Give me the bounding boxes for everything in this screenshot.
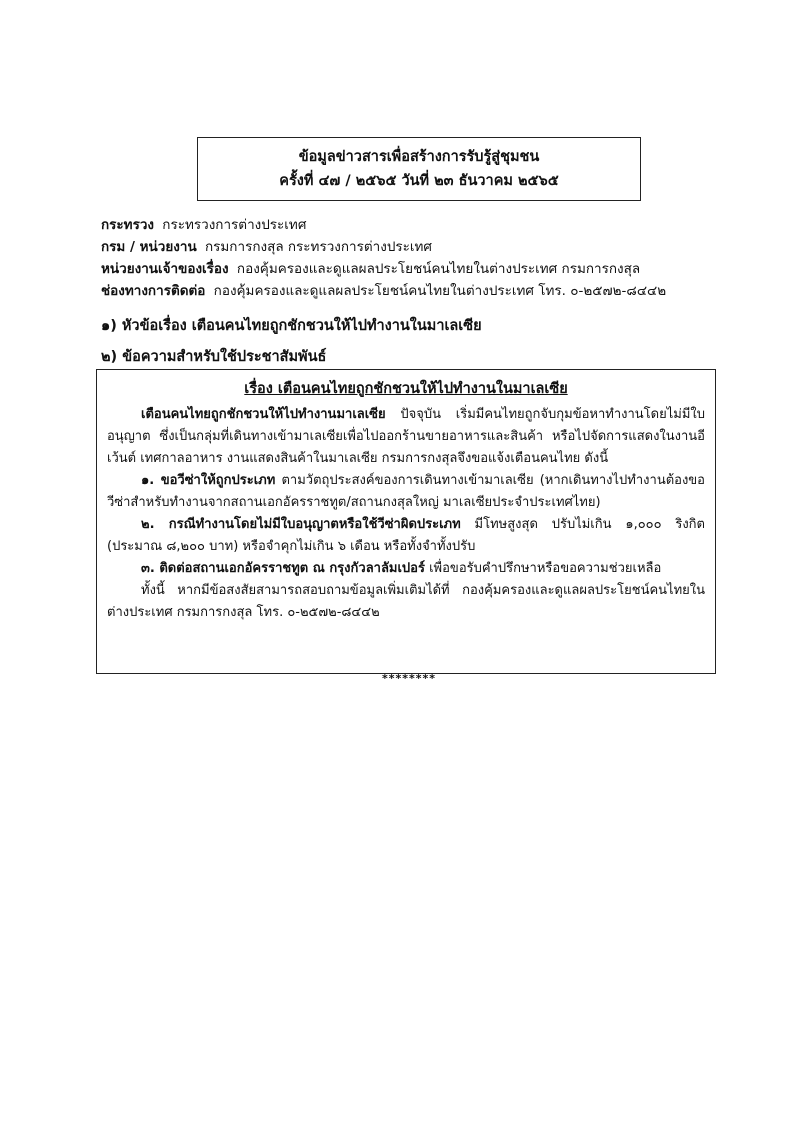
meta-label: กรม / หน่วยงาน xyxy=(101,239,197,255)
meta-row-contact xyxy=(101,283,721,305)
item-3-bold: ๓. ติดต่อสถานเอกอัครราชทูต ณ กรุงกัวลาลัมเปอร์ xyxy=(141,561,425,576)
item-2-text: มีโทษสูงสุด ปรับไม่เกิน ๑,๐๐๐ ริงกิต (ประมาณ ๘,๒๐๐ บาท) หรือจำคุกไม่เกิน ๖ เดือน หรือทั้งจำทั้งปรับ xyxy=(107,517,705,554)
meta-label: ช่องทางการติดต่อ xyxy=(101,283,206,299)
end-mark: ******** xyxy=(382,672,437,685)
meta-row-department xyxy=(101,239,721,261)
meta-value: กองคุ้มครองและดูแลผลประโยชน์คนไทยในต่างประเทศ โทร. ๐-๒๕๗๒-๘๔๔๒ xyxy=(213,283,667,299)
section-topic: ๑) หัวข้อเรื่อง เตือนคนไทยถูกชักชวนให้ไปทำงานในมาเลเซีย xyxy=(101,318,482,334)
item-1-text: ตามวัตถุประสงค์ของการเดินทางเข้ามาเลเซีย (หากเดินทางไปทำงานต้องขอวีซ่าสำหรับทำงานจากสถานเอกอัครราชทูต/สถานกงสุลใหญ่ มาเลเซียประจำประเทศไทย) xyxy=(107,473,705,510)
meta-label: หน่วยงานเจ้าของเรื่อง xyxy=(101,261,229,277)
section-pr-message: ๒) ข้อความสำหรับใช้ประชาสัมพันธ์ xyxy=(101,349,327,365)
message-intro xyxy=(107,404,705,470)
header-issue-date: ครั้งที่ ๔๗ / ๒๕๖๕ วันที่ ๒๓ ธันวาคม ๒๕๖๕ xyxy=(279,173,559,190)
item-3-text: เพื่อขอรับคำปรึกษาหรือขอความช่วยเหลือ xyxy=(424,561,662,576)
message-item-1 xyxy=(107,470,705,514)
item-2-bold: ๒. กรณีทำงานโดยไม่มีใบอนุญาตหรือใช้วีซ่าผิดประเภท xyxy=(141,517,461,532)
message-closing: ทั้งนี้ หากมีข้อสงสัยสามารถสอบถามข้อมูลเพิ่มเติมได้ที่ กองคุ้มครองและดูแลผลประโยชน์คนไทยในต่างประเทศ กรมการกงสุล โทร. ๐-๒๕๗๒-๘๔๔๒ xyxy=(107,583,705,620)
header-title: ข้อมูลข่าวสารเพื่อสร้างการรับรู้สู่ชุมชน xyxy=(298,149,540,165)
header-box xyxy=(197,137,641,201)
meta-label: กระทรวง xyxy=(101,217,154,233)
meta-row-ministry xyxy=(101,217,721,239)
meta-value: กระทรวงการต่างประเทศ xyxy=(162,217,307,233)
intro-bold: เตือนคนไทยถูกชักชวนให้ไปทำงานมาเลเซีย xyxy=(141,407,386,422)
meta-row-owner xyxy=(101,261,721,283)
message-title: เรื่อง เตือนคนไทยถูกชักชวนให้ไปทำงานในมาเลเซีย xyxy=(244,381,568,397)
message-item-3 xyxy=(107,558,705,580)
message-item-2 xyxy=(107,514,705,558)
meta-info xyxy=(101,217,721,305)
meta-value: กองคุ้มครองและดูแลผลประโยชน์คนไทยในต่างประเทศ กรมการกงสุล xyxy=(236,261,641,277)
intro-text: ปัจจุบัน เริ่มมีคนไทยถูกจับกุมข้อหาทำงานโดยไม่มีใบอนุญาต ซึ่งเป็นกลุ่มที่เดินทางเข้ามาเลเซียเพื่อไปออกร้านขายอาหารและสินค้า หรือไปจัดการแสดงในงานอีเว้นต์ เทศกาลอาหาร งานแสดงสินค้าในมาเลเซีย กรมการกงสุลจึงขอแจ้งเตือนคนไทย ดังนี้ xyxy=(107,407,705,466)
item-1-bold: ๑. ขอวีซ่าให้ถูกประเภท xyxy=(141,473,276,488)
message-box xyxy=(96,369,716,674)
meta-value: กรมการกงสุล กระทรวงการต่างประเทศ xyxy=(204,239,432,255)
